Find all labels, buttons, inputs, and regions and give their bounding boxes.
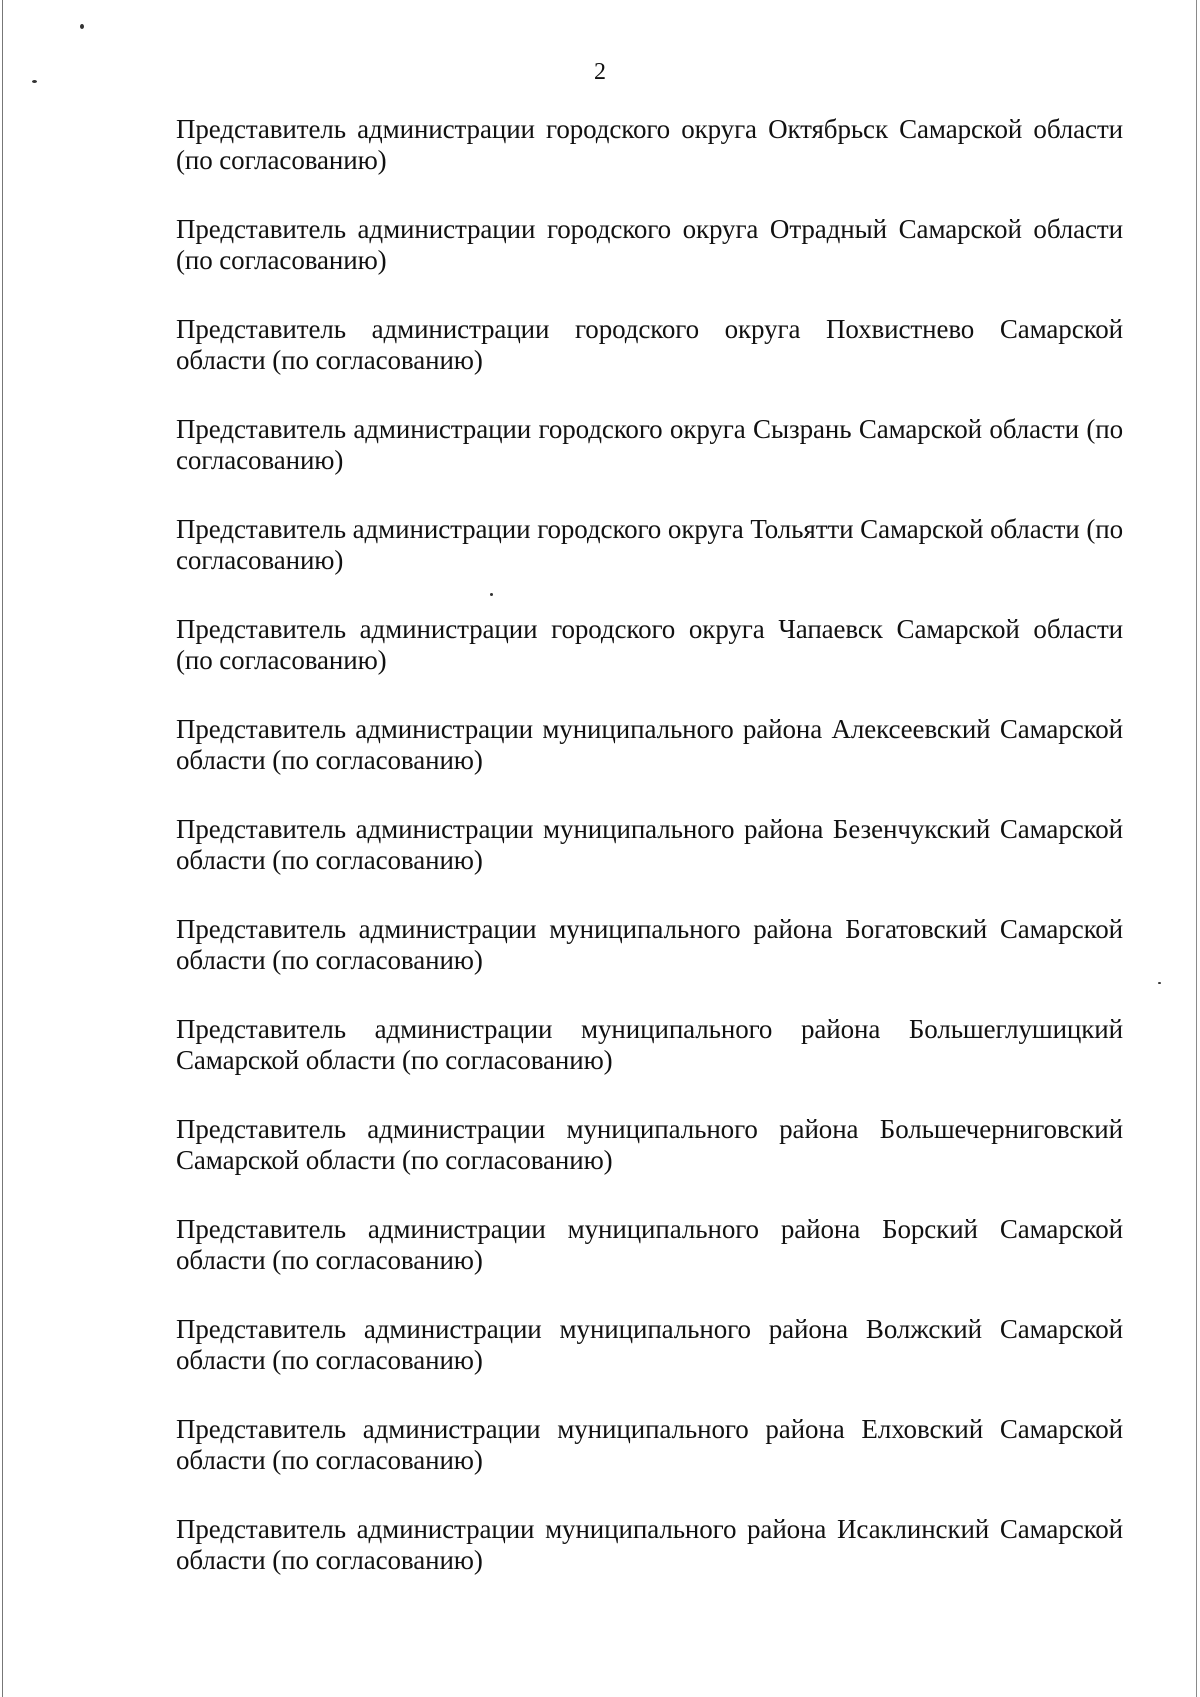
list-item: Представитель администрации муниципального района Борский Самарской области (по согласованию)	[176, 1214, 1123, 1275]
list-item: Представитель администрации муниципального района Алексеевский Самарской области (по согласованию)	[176, 714, 1123, 775]
list-item: Представитель администрации городского округа Чапаевск Самарской области (по согласованию)	[176, 614, 1123, 675]
list-item: Представитель администрации городского округа Отрадный Самарской области (по согласованию)	[176, 214, 1123, 275]
list-item: Представитель администрации муниципального района Волжский Самарской области (по согласованию)	[176, 1314, 1123, 1375]
scan-speck	[80, 24, 84, 29]
list-item: Представитель администрации городского округа Октябрьск Самарской области (по согласованию)	[176, 114, 1123, 175]
list-item: Представитель администрации муниципального района Богатовский Самарской области (по согласованию)	[176, 914, 1123, 975]
list-item: Представитель администрации городского округа Тольятти Самарской области (по согласованию)	[176, 514, 1123, 575]
list-item: Представитель администрации муниципального района Елховский Самарской области (по согласованию)	[176, 1414, 1123, 1475]
list-item: Представитель администрации муниципального района Большеглушицкий Самарской области (по согласованию)	[176, 1014, 1123, 1075]
scan-speck	[1158, 982, 1161, 984]
list-item: Представитель администрации городского округа Сызрань Самарской области (по согласованию)	[176, 414, 1123, 475]
list-item: Представитель администрации муниципального района Безенчукский Самарской области (по согласованию)	[176, 814, 1123, 875]
list-item: Представитель администрации городского округа Похвистнево Самарской области (по согласованию)	[176, 314, 1123, 375]
list-item: Представитель администрации муниципального района Большечерниговский Самарской области (по согласованию)	[176, 1114, 1123, 1175]
representatives-list	[176, 114, 1123, 1614]
page-number: 2	[594, 59, 606, 85]
scan-right-edge	[1196, 0, 1197, 1697]
scan-left-edge	[2, 0, 3, 1697]
list-item: Представитель администрации муниципального района Исаклинский Самарской области (по согласованию)	[176, 1514, 1123, 1575]
